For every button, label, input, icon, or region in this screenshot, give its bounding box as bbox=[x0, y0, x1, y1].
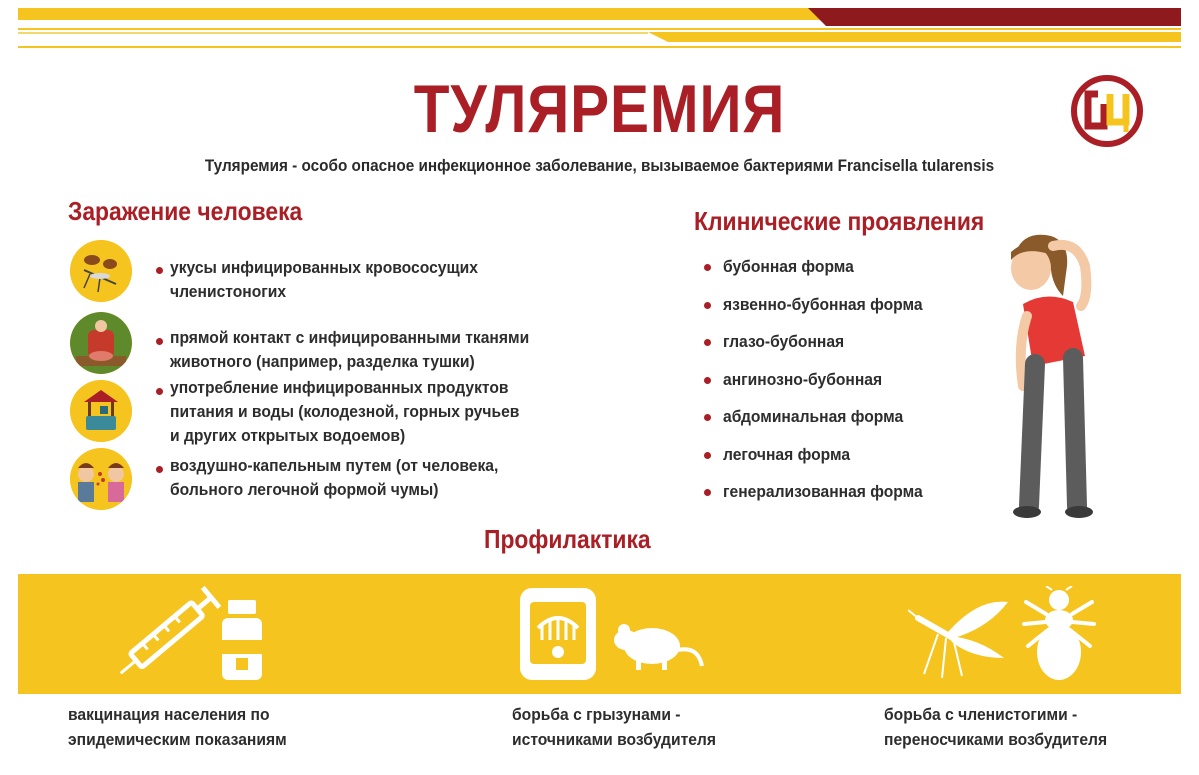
text-line: источниками возбудителя bbox=[512, 730, 716, 749]
page-subtitle: Туляремия - особо опасное инфекционное заболевание, вызываемое бактериями Francisella tularensis bbox=[204, 156, 995, 175]
prevention-item-text bbox=[68, 702, 287, 752]
text-line: вакцинация населения по bbox=[68, 705, 270, 724]
text-line: употребление инфицированных продуктов bbox=[170, 378, 509, 397]
text-line: эпидемическим показаниям bbox=[68, 730, 287, 749]
list-item bbox=[70, 450, 630, 516]
airborne-icon bbox=[70, 448, 132, 510]
text-line: воздушно-капельным путем (от человека, bbox=[170, 456, 499, 475]
water-well-icon bbox=[70, 380, 132, 442]
text-line: борьба с членистогими - bbox=[884, 705, 1078, 724]
list-item bbox=[70, 374, 630, 450]
clinical-item-text: глазо-бубонная bbox=[723, 332, 845, 351]
bullet bbox=[704, 489, 711, 496]
list-item bbox=[704, 256, 940, 294]
list-item bbox=[704, 369, 940, 407]
infection-item-text bbox=[170, 376, 519, 448]
list-item bbox=[704, 406, 940, 444]
text-line: прямой контакт с инфицированными тканями bbox=[170, 328, 530, 347]
infection-item-text bbox=[170, 454, 498, 502]
bullet bbox=[156, 338, 163, 345]
rat-icon bbox=[612, 616, 704, 672]
vaccine-vial-icon bbox=[218, 600, 266, 682]
list-item bbox=[704, 294, 940, 332]
text-line: борьба с грызунами - bbox=[512, 705, 681, 724]
prevention-item-text bbox=[884, 702, 1107, 752]
text-line: укусы инфицированных кровососущих bbox=[170, 258, 478, 277]
sick-woman-illustration bbox=[993, 226, 1108, 522]
clinical-item-text: язвенно-бубонная форма bbox=[723, 294, 923, 314]
text-line: и других открытых водоемов) bbox=[170, 426, 406, 445]
bullet bbox=[704, 414, 711, 421]
list-item bbox=[70, 240, 630, 308]
clinical-item-text: бубонная форма bbox=[723, 257, 854, 276]
text-line: животного (например, разделка тушки) bbox=[170, 352, 475, 371]
bullet bbox=[704, 302, 711, 309]
list-item bbox=[704, 331, 940, 369]
bullet bbox=[704, 339, 711, 346]
clinical-list bbox=[704, 256, 940, 519]
louse-icon bbox=[1022, 586, 1096, 684]
text-line: питания и воды (колодезной, горных ручьев bbox=[170, 402, 520, 421]
insect-bite-icon bbox=[70, 240, 132, 302]
list-item bbox=[704, 444, 940, 482]
text-line: членистоногих bbox=[170, 282, 287, 301]
clinical-item-text: абдоминальная форма bbox=[723, 407, 904, 426]
cgsen-logo-icon bbox=[1070, 74, 1144, 148]
prevention-heading: Профилактика bbox=[484, 524, 651, 554]
clinical-heading: Клинические проявления bbox=[694, 206, 985, 236]
list-item bbox=[704, 481, 940, 519]
list-item bbox=[70, 308, 630, 374]
prevention-item-text bbox=[512, 702, 716, 752]
butcher-icon bbox=[70, 312, 132, 374]
bullet bbox=[156, 466, 163, 473]
bullet bbox=[704, 452, 711, 459]
rodent-trap-icon bbox=[516, 584, 600, 684]
infection-item-text bbox=[170, 256, 478, 304]
bullet bbox=[156, 267, 163, 274]
top-stripes bbox=[18, 8, 1181, 54]
clinical-item-text: легочная форма bbox=[723, 444, 851, 464]
text-line: больного легочной формой чумы) bbox=[170, 480, 439, 499]
infection-item-text bbox=[170, 326, 529, 374]
bullet bbox=[704, 264, 711, 271]
mosquito-icon bbox=[908, 588, 1010, 680]
prevention-band bbox=[18, 574, 1181, 694]
clinical-item-text: генерализованная форма bbox=[723, 482, 923, 501]
infographic bbox=[18, 8, 1181, 768]
clinical-item-text: ангинозно-бубонная bbox=[723, 369, 883, 389]
syringe-icon bbox=[106, 582, 226, 686]
bullet bbox=[704, 377, 711, 384]
bullet bbox=[156, 388, 163, 395]
infection-list bbox=[70, 240, 630, 516]
infection-heading: Заражение человека bbox=[68, 196, 303, 226]
text-line: переносчиками возбудителя bbox=[884, 730, 1108, 749]
page-title: ТУЛЯРЕМИЯ bbox=[413, 71, 786, 147]
